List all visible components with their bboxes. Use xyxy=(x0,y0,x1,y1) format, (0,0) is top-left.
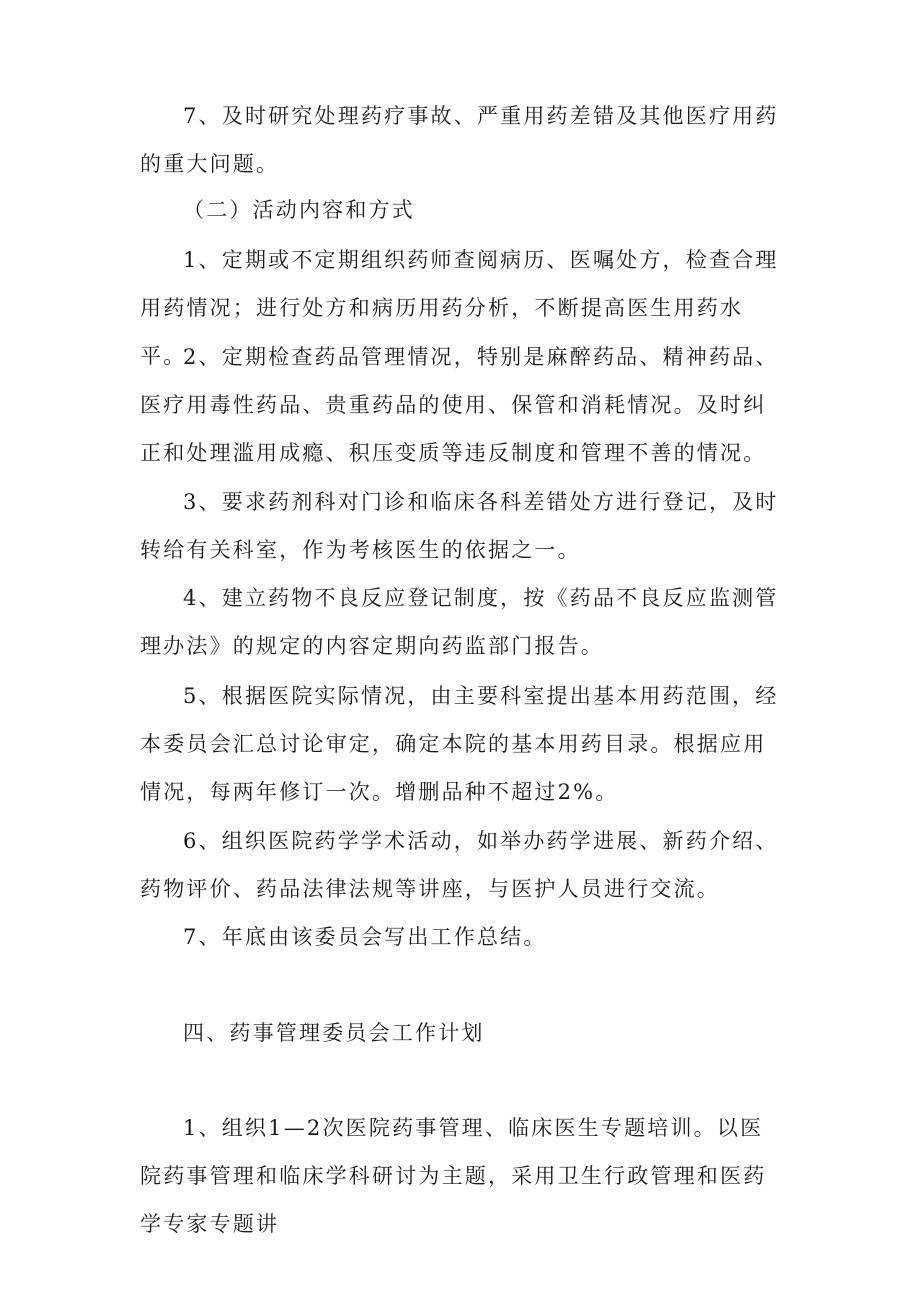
paragraph-item-5-essential-drug-list: 5、根据医院实际情况，由主要科室提出基本用药范围，经本委员会汇总讨论审定，确定本院的基本用药目录。根据应用情况，每两年修订一次。增删品种不超过2%。 xyxy=(140,684,779,804)
paragraph-item-3-prescription-errors: 3、要求药剂科对门诊和临床各科差错处方进行登记，及时转给有关科室，作为考核医生的依据之一。 xyxy=(140,490,779,562)
paragraph-item-7-annual-summary: 7、年底由该委员会写出工作总结。 xyxy=(183,925,547,949)
paragraph-item-4-adverse-reactions: 4、建立药物不良反应登记制度，按《药品不良反应监测管理办法》的规定的内容定期向药监部门报告。 xyxy=(140,586,779,658)
paragraph-plan-item-1-training: 1、组织1—2次医院药事管理、临床医生专题培训。以医院药事管理和临床学科研讨为主题，采用卫生行政管理和医药学专家专题讲 xyxy=(140,1116,767,1236)
section-heading-work-plan: 四、药事管理委员会工作计划 xyxy=(183,1021,485,1045)
section-heading-activities: （二）活动内容和方式 xyxy=(183,198,415,222)
paragraph-item-6-academic-activities: 6、组织医院药学学术活动，如举办药学进展、新药介绍、药物评价、药品法律法规等讲座，与医护人员进行交流。 xyxy=(140,829,779,901)
paragraph-item-7-major-issues: 7、及时研究处理药疗事故、严重用药差错及其他医疗用药的重大问题。 xyxy=(140,104,779,176)
paragraph-item-1-review-records: 1、定期或不定期组织药师查阅病历、医嘱处方，检查合理用药情况；进行处方和病历用药分析，不断提高医生用药水平。 xyxy=(140,248,779,368)
paragraph-item-2-drug-management: 2、定期检查药品管理情况，特别是麻醉药品、精神药品、医疗用毒性药品、贵重药品的使用、保管和消耗情况。及时纠正和处理滥用成瘾、积压变质等违反制度和管理不善的情况。 xyxy=(140,345,779,465)
